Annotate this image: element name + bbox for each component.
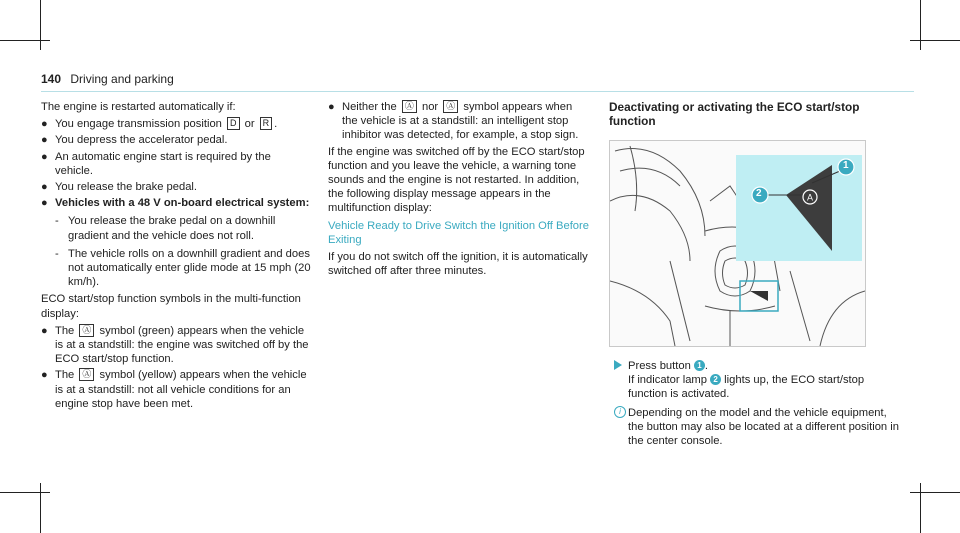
list-item: ● The Ⓐ symbol (yellow) appears when the vehicle is at a standstill: not all vehicle conditions for an engine stop have been met. — [41, 369, 307, 410]
info-icon: i — [614, 406, 626, 418]
eco-green-icon: Ⓐ — [79, 324, 94, 337]
eco-yellow-icon: Ⓐ — [443, 100, 458, 113]
page-number: 140 — [41, 72, 62, 86]
list-item: ● Neither the Ⓐ nor Ⓐ symbol appears when the vehicle is at a standstill: an intelligent stop inhibitor was detected, for example, a stop sign. — [328, 101, 579, 142]
callout-2: 2 — [756, 188, 762, 199]
column-3 — [609, 100, 869, 131]
header-rule — [41, 91, 914, 92]
center-console-illustration — [609, 140, 866, 347]
display-message: Vehicle Ready to Drive Switch the Ignition Off Before Exiting — [328, 219, 589, 246]
info-note: i Depending on the model and the vehicle equipment, the button may also be located at a different position in the center console. — [614, 406, 904, 449]
callout-1: 1 — [843, 160, 849, 171]
list-item: ● An automatic engine start is required by the vehicle. — [41, 150, 271, 177]
list-item: ● You release the brake pedal. — [41, 181, 198, 194]
list-item: ● The Ⓐ symbol (green) appears when the vehicle is at a standstill: the engine was switched off by the ECO start/stop function. — [41, 324, 309, 366]
svg-text:A: A — [806, 192, 814, 203]
d-position-icon: D — [227, 117, 240, 130]
column-1 — [41, 100, 311, 413]
step-arrow-icon — [614, 360, 622, 370]
section-heading: Deactivating or activating the ECO start/stop function — [609, 100, 860, 128]
button-detail-inset — [736, 155, 862, 261]
page-header — [41, 72, 174, 86]
list-item: ● Vehicles with a 48 V on-board electrical system: — [41, 197, 310, 210]
callout-1-badge: 1 — [694, 360, 705, 371]
list-item: ● You engage transmission position D or R . — [41, 118, 278, 131]
intro-text: The engine is restarted automatically if: — [41, 101, 236, 113]
eco-yellow-icon: Ⓐ — [79, 368, 94, 381]
list-item: ● You depress the accelerator pedal. — [41, 134, 228, 147]
section-title: Driving and parking — [70, 72, 174, 86]
instruction-step: Press button 1 . If indicator lamp 2 lights up, the ECO start/stop function is activated. i Depending on the model and the vehicle equipment, the button may also be located at a different position in the center console. — [614, 359, 904, 448]
symbols-intro: ECO start/stop function symbols in the multi-function display: — [41, 293, 301, 320]
r-position-icon: R — [260, 117, 273, 130]
auto-off-paragraph: If you do not switch off the ignition, it is automatically switched off after three minutes. — [328, 251, 588, 278]
warning-paragraph: If the engine was switched off by the ECO start/stop function and you leave the vehicle, a warning tone sounds and the engine is not restarted. In addition, the following display message appears in the multifunction display: — [328, 145, 585, 215]
column-2 — [328, 100, 590, 281]
eco-green-icon: Ⓐ — [402, 100, 417, 113]
callout-2-badge: 2 — [710, 374, 721, 385]
sub-item: - The vehicle rolls on a downhill gradient and does not automatically enter glide mode at 15 mph (20 km/h). — [55, 247, 311, 289]
sub-item: - You release the brake pedal on a downhill gradient and the vehicle does not roll. — [55, 215, 276, 242]
